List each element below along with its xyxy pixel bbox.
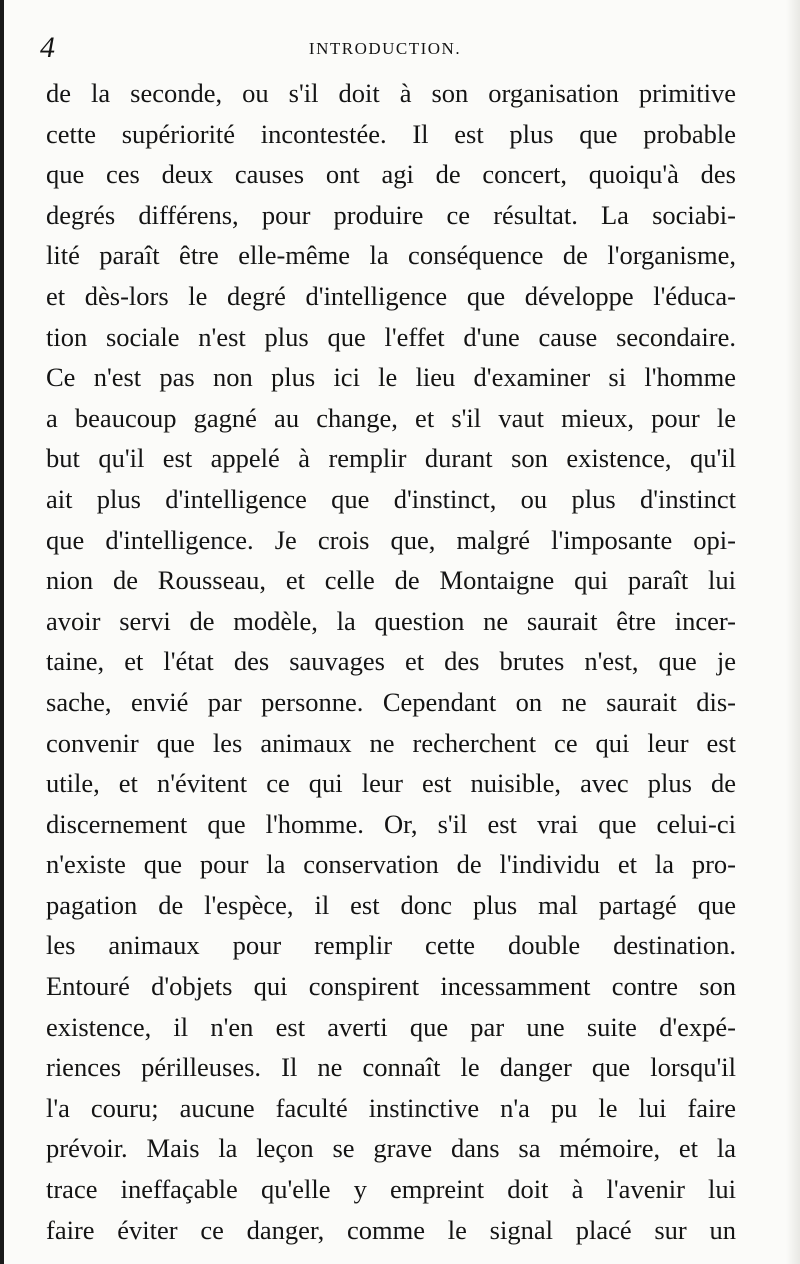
text-line: Ce n'est pas non plus ici le lieu d'examiner si l'homme	[46, 362, 736, 393]
text-line: de la seconde, ou s'il doit à son organisation primitive	[46, 78, 736, 108]
text-line: l'a couru; aucune faculté instinctive n'a pu le lui faire	[46, 1092, 736, 1123]
text-line: que d'intelligence. Je crois que, malgré l'imposante opi-	[46, 524, 736, 555]
body-text	[46, 73, 736, 1250]
page-header	[0, 28, 800, 68]
text-line: trace ineffaçable qu'elle y empreint doit à l'avenir lui	[46, 1174, 736, 1205]
text-line: prévoir. Mais la leçon se grave dans sa mémoire, et la	[46, 1133, 736, 1164]
text-line: existence, il n'en est averti que par une suite d'expé-	[46, 1011, 736, 1042]
page-edge-left	[0, 0, 4, 1264]
text-line: les animaux pour remplir cette double destination.	[46, 930, 736, 961]
text-line: sache, envié par personne. Cependant on ne saurait dis-	[46, 686, 736, 717]
text-line: avoir servi de modèle, la question ne saurait être incer-	[46, 605, 736, 636]
text-line: pagation de l'espèce, il est donc plus mal partagé que	[46, 889, 736, 920]
text-line: lité paraît être elle-même la conséquence de l'organisme,	[46, 240, 736, 271]
text-line: n'existe que pour la conservation de l'individu et la pro-	[46, 849, 736, 880]
page-edge-right	[786, 0, 800, 1264]
text-line: riences périlleuses. Il ne connaît le danger que lorsqu'il	[46, 1052, 736, 1083]
running-head: INTRODUCTION.	[308, 39, 462, 58]
text-line: nion de Rousseau, et celle de Montaigne qui paraît lui	[46, 565, 736, 596]
text-line: taine, et l'état des sauvages et des brutes n'est, que je	[46, 646, 736, 677]
text-line: cette supériorité incontestée. Il est plus que probable	[46, 118, 736, 149]
page-number: 4	[40, 31, 55, 64]
text-line: convenir que les animaux ne recherchent ce qui leur est	[46, 727, 736, 758]
text-line: utile, et n'évitent ce qui leur est nuisible, avec plus de	[46, 768, 736, 799]
text-line: ait plus d'intelligence que d'instinct, ou plus d'instinct	[46, 483, 736, 514]
text-line: but qu'il est appelé à remplir durant son existence, qu'il	[46, 443, 736, 474]
text-line: a beaucoup gagné au change, et s'il vaut mieux, pour le	[46, 402, 736, 433]
text-line: degrés différens, pour produire ce résultat. La sociabi-	[46, 199, 736, 230]
text-line: que ces deux causes ont agi de concert, quoiqu'à des	[46, 159, 736, 190]
text-line: faire éviter ce danger, comme le signal placé sur un	[46, 1214, 736, 1245]
text-line: discernement que l'homme. Or, s'il est vrai que celui-ci	[46, 808, 736, 839]
text-line: Entouré d'objets qui conspirent incessamment contre son	[46, 971, 736, 1002]
text-line: et dès-lors le degré d'intelligence que développe l'éduca-	[46, 280, 736, 311]
text-line: tion sociale n'est plus que l'effet d'une cause secondaire.	[46, 321, 736, 352]
